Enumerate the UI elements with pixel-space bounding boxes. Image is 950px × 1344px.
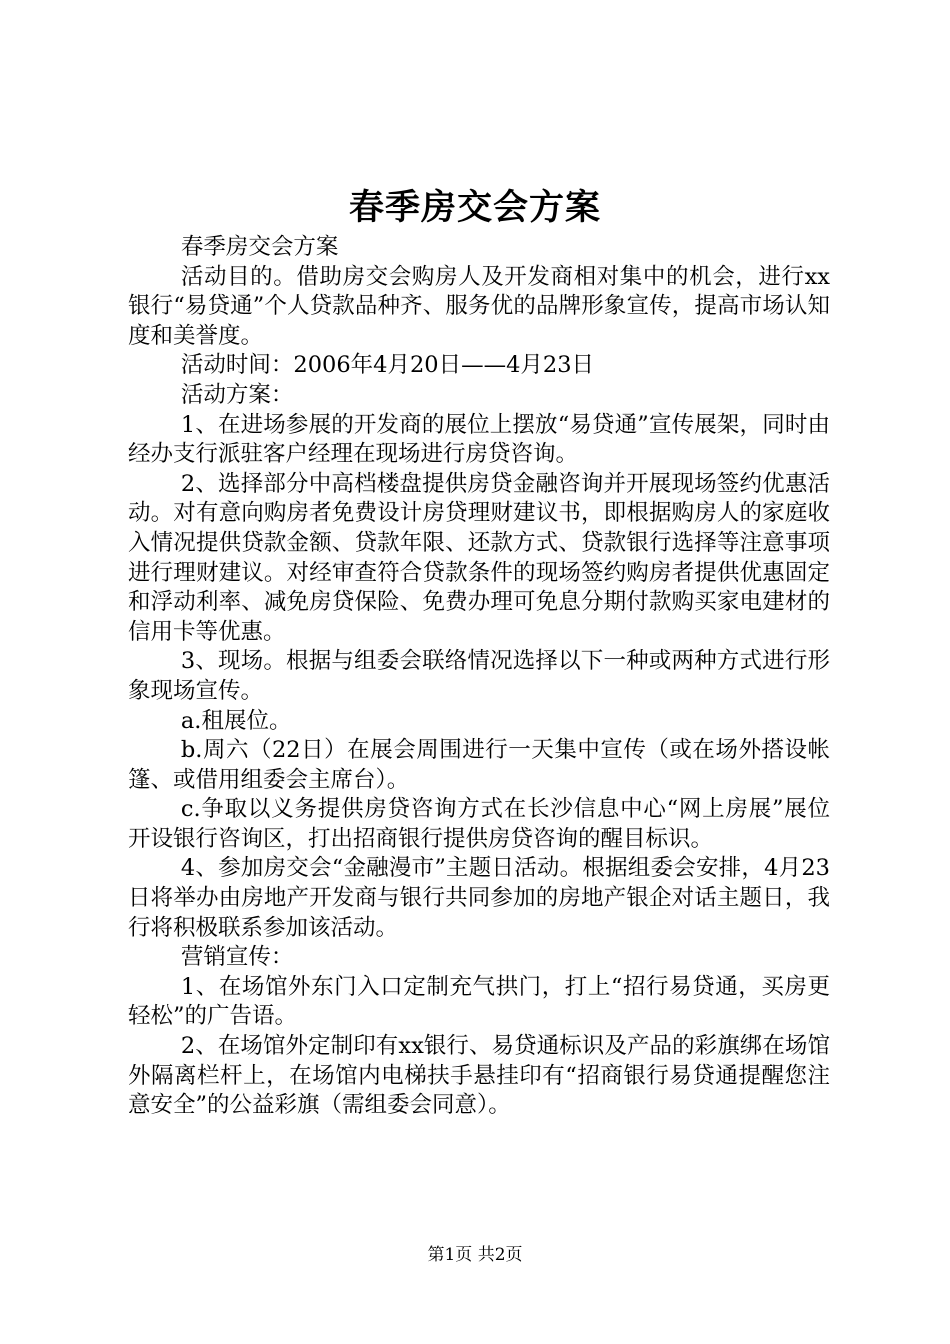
paragraph-plan-3b: b.周六（22日）在展会周围进行一天集中宣传（或在场外搭设帐篷、或借用组委会主席台）。: [128, 737, 830, 793]
document-body: [128, 233, 830, 1121]
paragraph-plan-4: 4、参加房交会“金融漫市”主题日活动。根据组委会安排，4月23日将举办由房地产开发商与银行共同参加的房地产银企对话主题日，我行将积极联系参加该活动。: [128, 855, 830, 941]
paragraph-plan-2: 2、选择部分中高档楼盘提供房贷金融咨询并开展现场签约优惠活动。对有意向购房者免费设计房贷理财建议书，即根据购房人的家庭收入情况提供贷款金额、贷款年限、还款方式、贷款银行选择等注意事项进行理财建议。对经审查符合贷款条件的现场签约购房者提供优惠固定和浮动利率、减免房贷保险、免费办理可免息分期付款购买家电建材的信用卡等优惠。: [128, 470, 830, 645]
paragraph-plan-3c: c.争取以义务提供房贷咨询方式在长沙信息中心“网上房展”展位开设银行咨询区，打出招商银行提供房贷咨询的醒目标识。: [128, 796, 830, 852]
paragraph-purpose: 活动目的。借助房交会购房人及开发商相对集中的机会，进行xx银行“易贷通”个人贷款品种齐、服务优的品牌形象宣传，提高市场认知度和美誉度。: [128, 263, 830, 349]
paragraph-plan-3a: a.租展位。: [180, 707, 292, 734]
page-number: 第1页 共2页: [427, 1245, 523, 1265]
paragraph-marketing-2: 2、在场馆外定制印有xx银行、易贷通标识及产品的彩旗绑在场馆外隔离栏杆上，在场馆内电梯扶手悬挂印有“招商银行易贷通提醒您注意安全”的公益彩旗（需组委会同意）。: [128, 1033, 830, 1119]
paragraph-marketing-1: 1、在场馆外东门入口定制充气拱门，打上“招行易贷通，买房更轻松”的广告语。: [128, 973, 830, 1030]
paragraph-time: 活动时间：2006年4月20日——4月23日: [180, 352, 595, 379]
paragraph-marketing-heading: 营销宣传：: [180, 944, 294, 971]
paragraph-plan-1: 1、在进场参展的开发商的展位上摆放“易贷通”宣传展架，同时由经办支行派驻客户经理在现场进行房贷咨询。: [128, 411, 830, 468]
paragraph-plan-3: 3、现场。根据与组委会联络情况选择以下一种或两种方式进行形象现场宣传。: [128, 648, 830, 704]
paragraph-heading: 春季房交会方案: [180, 234, 339, 260]
document-title: 春季房交会方案: [348, 187, 601, 228]
paragraph-plan-heading: 活动方案：: [180, 381, 294, 408]
